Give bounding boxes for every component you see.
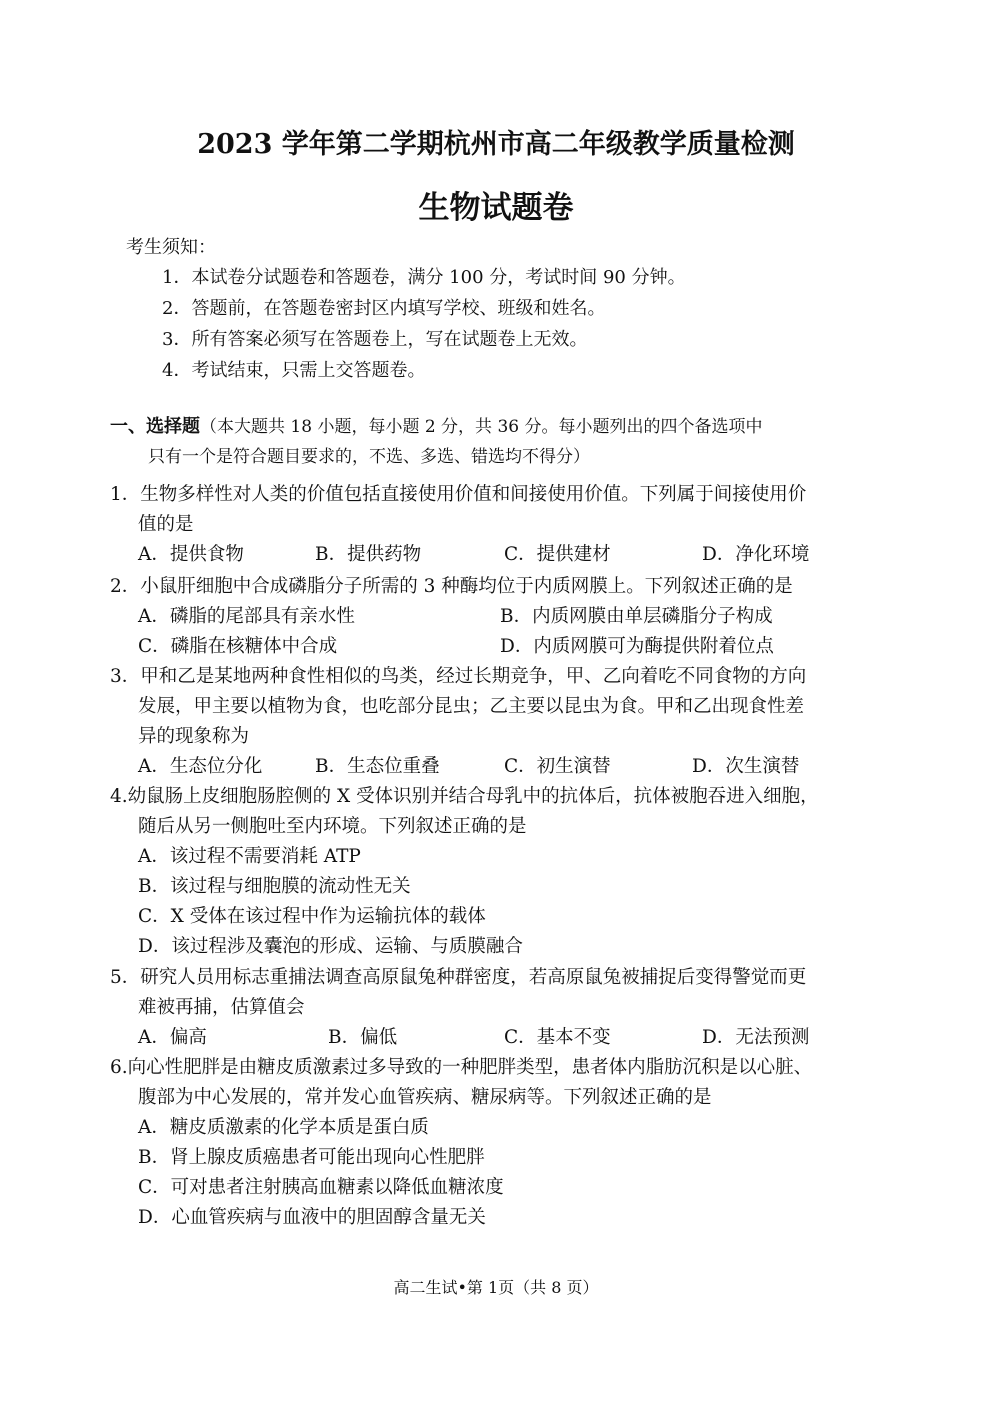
notice-item: 1．本试卷分试题卷和答题卷，满分 100 分，考试时间 90 分钟。 xyxy=(162,267,686,288)
option-d: D．净化环境 xyxy=(702,544,810,565)
question-5 xyxy=(110,963,880,1053)
option-a: A．糖皮质激素的化学本质是蛋白质 xyxy=(138,1117,429,1138)
option-a: A．该过程不需要消耗 ATP xyxy=(138,846,361,867)
question-4 xyxy=(110,782,880,962)
notice-item: 2．答题前，在答题卷密封区内填写学校、班级和姓名。 xyxy=(162,298,606,319)
option-c: C．提供建材 xyxy=(504,544,611,565)
option-c: C．X 受体在该过程中作为运输抗体的载体 xyxy=(138,906,486,927)
section-note-line2: 只有一个是符合题目要求的，不选、多选、错选均不得分） xyxy=(148,447,590,467)
section-header xyxy=(110,412,880,472)
exam-title: 2023 学年第二学期杭州市高二年级教学质量检测 xyxy=(197,129,795,160)
option-b: B．提供药物 xyxy=(315,544,422,565)
options-row xyxy=(110,602,880,632)
question-6 xyxy=(110,1053,880,1233)
option-b: B．肾上腺皮质癌患者可能出现向心性肥胖 xyxy=(138,1147,485,1168)
option-c: C．基本不变 xyxy=(504,1027,611,1048)
question-stem: 随后从另一侧胞吐至内环境。下列叙述正确的是 xyxy=(138,816,527,837)
option-c: C．可对患者注射胰高血糖素以降低血糖浓度 xyxy=(138,1177,504,1198)
option-b: B．该过程与细胞膜的流动性无关 xyxy=(138,876,411,897)
options-row xyxy=(110,632,880,662)
option-d: D．该过程涉及囊泡的形成、运输、与质膜融合 xyxy=(138,936,523,957)
options-row xyxy=(110,1023,880,1053)
page-footer: 高二生试•第 1页（共 8 页） xyxy=(393,1278,599,1297)
question-stem: 3．甲和乙是某地两种食性相似的鸟类，经过长期竞争，甲、乙向着吃不同食物的方向 xyxy=(110,666,807,687)
option-a: A．生态位分化 xyxy=(138,756,263,777)
notice-item: 4．考试结束，只需上交答题卷。 xyxy=(162,360,426,381)
option-c: C．磷脂在核糖体中合成 xyxy=(138,636,338,657)
option-a: A．偏高 xyxy=(138,1027,207,1048)
option-a: A．提供食物 xyxy=(138,544,244,565)
question-stem: 6.向心性肥胖是由糖皮质激素过多导致的一种肥胖类型，患者体内脂肪沉积是以心脏、 xyxy=(110,1057,813,1078)
question-stem: 1．生物多样性对人类的价值包括直接使用价值和间接使用价值。下列属于间接使用价 xyxy=(110,484,807,505)
options-row xyxy=(110,540,880,570)
question-stem: 难被再捕，估算值会 xyxy=(138,997,305,1018)
question-stem: 4.幼鼠肠上皮细胞肠腔侧的 X 受体识别并结合母乳中的抗体后，抗体被胞吞进入细胞， xyxy=(110,786,819,807)
option-c: C．初生演替 xyxy=(504,756,611,777)
option-d: D．无法预测 xyxy=(702,1027,810,1048)
question-stem: 发展，甲主要以植物为食，也吃部分昆虫；乙主要以昆虫为食。甲和乙出现食性差 xyxy=(138,696,805,717)
option-d: D．内质网膜可为酶提供附着位点 xyxy=(500,636,774,657)
section-note-line1: （本大题共 18 小题，每小题 2 分，共 36 分。每小题列出的四个备选项中 xyxy=(200,417,763,437)
option-a: A．磷脂的尾部具有亲水性 xyxy=(138,606,355,627)
section-title: 一、选择题 xyxy=(110,416,200,437)
notice-item: 3．所有答案必须写在答题卷上，写在试题卷上无效。 xyxy=(162,329,588,350)
notice-heading: 考生须知： xyxy=(126,237,216,258)
question-3 xyxy=(110,662,880,782)
option-d: D．心血管疾病与血液中的胆固醇含量无关 xyxy=(138,1207,486,1228)
subject-title: 生物试题卷 xyxy=(418,190,574,226)
question-stem: 异的现象称为 xyxy=(138,726,250,747)
option-d: D．次生演替 xyxy=(692,756,800,777)
option-b: B．内质网膜由单层磷脂分子构成 xyxy=(500,606,773,627)
question-stem: 5．研究人员用标志重捕法调查高原鼠兔种群密度，若高原鼠兔被捕捉后变得警觉而更 xyxy=(110,967,807,988)
question-stem: 腹部为中心发展的，常并发心血管疾病、糖尿病等。下列叙述正确的是 xyxy=(138,1087,712,1108)
question-stem: 2．小鼠肝细胞中合成磷脂分子所需的 3 种酶均位于内质网膜上。下列叙述正确的是 xyxy=(110,576,793,597)
option-b: B．偏低 xyxy=(328,1027,398,1048)
question-2 xyxy=(110,572,880,662)
notice-list xyxy=(162,262,922,386)
option-b: B．生态位重叠 xyxy=(315,756,440,777)
question-stem: 值的是 xyxy=(138,514,194,535)
options-row xyxy=(110,752,880,782)
question-1 xyxy=(110,480,880,570)
